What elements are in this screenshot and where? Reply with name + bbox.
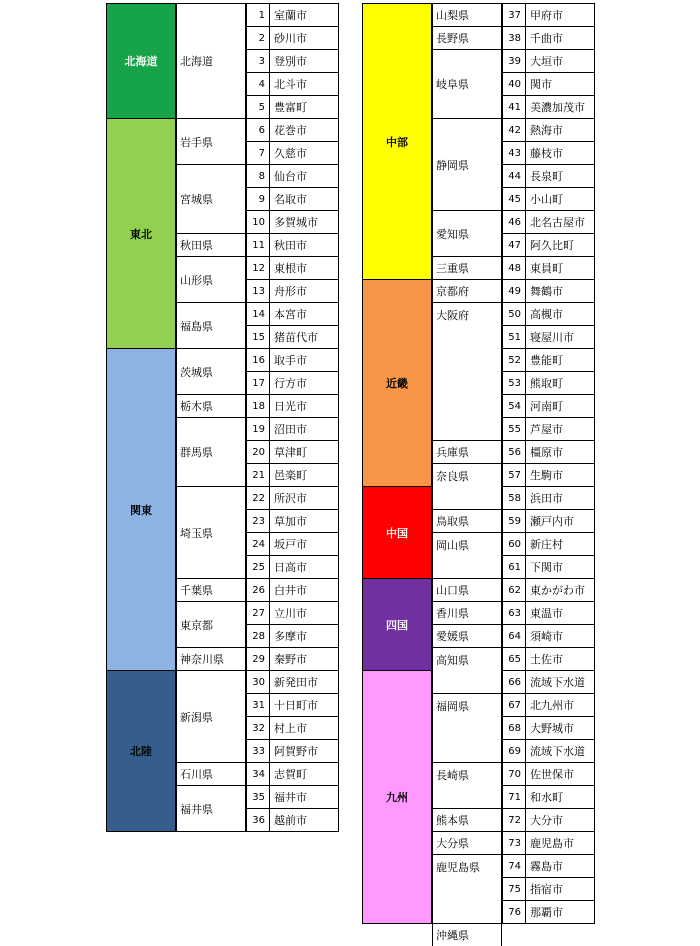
city-name: 東根市 xyxy=(269,256,339,279)
entry-number: 37 xyxy=(502,3,525,26)
entry-number: 4 xyxy=(246,72,269,95)
entry-number: 74 xyxy=(502,854,525,877)
entry-number: 35 xyxy=(246,785,269,808)
city-name: 日高市 xyxy=(269,555,339,578)
prefecture-cell: 長野県 xyxy=(432,26,502,49)
city-name: 大分市 xyxy=(525,808,595,831)
entry-number: 16 xyxy=(246,348,269,371)
entry-number: 42 xyxy=(502,118,525,141)
entry-number: 34 xyxy=(246,762,269,785)
region-cell: 東北 xyxy=(106,118,176,349)
entry-number: 12 xyxy=(246,256,269,279)
city-name: 行方市 xyxy=(269,371,339,394)
city-name: 多摩市 xyxy=(269,624,339,647)
city-name: 美濃加茂市 xyxy=(525,95,595,118)
city-name: 阿久比町 xyxy=(525,233,595,256)
table-bottom-border xyxy=(432,923,595,924)
right-municipality-table xyxy=(362,3,595,942)
prefecture-cell: 大阪府 xyxy=(432,302,502,440)
prefecture-cell: 奈良県 xyxy=(432,463,502,509)
region-cell: 北陸 xyxy=(106,670,176,832)
entry-number: 47 xyxy=(502,233,525,256)
city-name: 大垣市 xyxy=(525,49,595,72)
city-name: 邑楽町 xyxy=(269,463,339,486)
prefecture-cell: 山口県 xyxy=(432,578,502,601)
city-name: 河南町 xyxy=(525,394,595,417)
entry-number: 73 xyxy=(502,831,525,854)
entry-number: 50 xyxy=(502,302,525,325)
city-name: 東温市 xyxy=(525,601,595,624)
city-name: 十日町市 xyxy=(269,693,339,716)
entry-number: 63 xyxy=(502,601,525,624)
entry-number: 24 xyxy=(246,532,269,555)
city-name: 佐世保市 xyxy=(525,762,595,785)
entry-number: 8 xyxy=(246,164,269,187)
city-name: 舞鶴市 xyxy=(525,279,595,302)
city-name: 日光市 xyxy=(269,394,339,417)
city-name: 猪苗代市 xyxy=(269,325,339,348)
city-name: 北九州市 xyxy=(525,693,595,716)
city-name: 仙台市 xyxy=(269,164,339,187)
city-name: 熱海市 xyxy=(525,118,595,141)
entry-number: 1 xyxy=(246,3,269,26)
region-cell: 中部 xyxy=(362,3,432,280)
entry-number: 14 xyxy=(246,302,269,325)
city-name: 草加市 xyxy=(269,509,339,532)
city-name: 名取市 xyxy=(269,187,339,210)
entry-number: 51 xyxy=(502,325,525,348)
city-name: 流域下水道 xyxy=(525,670,595,693)
entry-number: 20 xyxy=(246,440,269,463)
prefecture-cell: 福岡県 xyxy=(432,693,502,762)
entry-number: 70 xyxy=(502,762,525,785)
entry-number: 71 xyxy=(502,785,525,808)
city-name: 瀬戸内市 xyxy=(525,509,595,532)
prefecture-cell: 高知県 xyxy=(432,647,502,693)
entry-number: 49 xyxy=(502,279,525,302)
prefecture-cell: 大分県 xyxy=(432,831,502,854)
city-name: 村上市 xyxy=(269,716,339,739)
entry-number: 64 xyxy=(502,624,525,647)
entry-number: 62 xyxy=(502,578,525,601)
entry-number: 22 xyxy=(246,486,269,509)
city-name: 須崎市 xyxy=(525,624,595,647)
prefecture-cell: 群馬県 xyxy=(176,417,246,486)
table-bottom-border xyxy=(176,831,339,832)
entry-number: 11 xyxy=(246,233,269,256)
city-name: 多賀城市 xyxy=(269,210,339,233)
city-name: 東員町 xyxy=(525,256,595,279)
city-name: 流域下水道 xyxy=(525,739,595,762)
city-name: 北斗市 xyxy=(269,72,339,95)
prefecture-cell: 秋田県 xyxy=(176,233,246,256)
prefecture-cell: 山梨県 xyxy=(432,3,502,26)
entry-number: 57 xyxy=(502,463,525,486)
region-cell: 四国 xyxy=(362,578,432,671)
prefecture-cell: 香川県 xyxy=(432,601,502,624)
city-name: 福井市 xyxy=(269,785,339,808)
region-cell: 北海道 xyxy=(106,3,176,119)
prefecture-cell: 静岡県 xyxy=(432,118,502,210)
city-name: 甲府市 xyxy=(525,3,595,26)
entry-number: 32 xyxy=(246,716,269,739)
city-name: 土佐市 xyxy=(525,647,595,670)
entry-number: 3 xyxy=(246,49,269,72)
entry-number: 61 xyxy=(502,555,525,578)
entry-number: 54 xyxy=(502,394,525,417)
entry-number: 53 xyxy=(502,371,525,394)
entry-number: 13 xyxy=(246,279,269,302)
prefecture-cell: 宮城県 xyxy=(176,164,246,233)
entry-number: 60 xyxy=(502,532,525,555)
city-name: 本宮市 xyxy=(269,302,339,325)
prefecture-cell: 北海道 xyxy=(176,3,246,118)
entry-number: 15 xyxy=(246,325,269,348)
prefecture-cell: 岐阜県 xyxy=(432,49,502,118)
prefecture-cell: 神奈川県 xyxy=(176,647,246,670)
prefecture-cell: 沖縄県 xyxy=(432,923,502,946)
entry-number: 65 xyxy=(502,647,525,670)
entry-number: 52 xyxy=(502,348,525,371)
entry-number: 25 xyxy=(246,555,269,578)
city-name: 白井市 xyxy=(269,578,339,601)
entry-number: 6 xyxy=(246,118,269,141)
city-name: 高槻市 xyxy=(525,302,595,325)
city-name: 阿賀野市 xyxy=(269,739,339,762)
entry-number: 58 xyxy=(502,486,525,509)
city-name: 志賀町 xyxy=(269,762,339,785)
city-name: 秦野市 xyxy=(269,647,339,670)
city-name: 小山町 xyxy=(525,187,595,210)
prefecture-cell: 埼玉県 xyxy=(176,486,246,578)
entry-number: 21 xyxy=(246,463,269,486)
entry-number: 72 xyxy=(502,808,525,831)
city-name: 所沢市 xyxy=(269,486,339,509)
prefecture-cell: 京都府 xyxy=(432,279,502,302)
city-name: 舟形市 xyxy=(269,279,339,302)
city-name: 新庄村 xyxy=(525,532,595,555)
prefecture-cell: 茨城県 xyxy=(176,348,246,394)
region-cell: 中国 xyxy=(362,486,432,579)
prefecture-cell: 新潟県 xyxy=(176,670,246,762)
entry-number: 5 xyxy=(246,95,269,118)
prefecture-cell: 鳥取県 xyxy=(432,509,502,532)
entry-number: 30 xyxy=(246,670,269,693)
prefecture-cell: 兵庫県 xyxy=(432,440,502,463)
prefecture-cell: 東京都 xyxy=(176,601,246,647)
entry-number: 28 xyxy=(246,624,269,647)
city-name: 久慈市 xyxy=(269,141,339,164)
city-name: 藤枝市 xyxy=(525,141,595,164)
entry-number: 19 xyxy=(246,417,269,440)
entry-number: 69 xyxy=(502,739,525,762)
entry-number: 48 xyxy=(502,256,525,279)
entry-number: 29 xyxy=(246,647,269,670)
entry-number: 41 xyxy=(502,95,525,118)
city-name: 北名古屋市 xyxy=(525,210,595,233)
prefecture-cell: 鹿児島県 xyxy=(432,854,502,923)
prefecture-cell: 千葉県 xyxy=(176,578,246,601)
region-cell: 近畿 xyxy=(362,279,432,487)
entry-number: 9 xyxy=(246,187,269,210)
city-name: 沼田市 xyxy=(269,417,339,440)
city-name: 寝屋川市 xyxy=(525,325,595,348)
prefecture-cell: 岩手県 xyxy=(176,118,246,164)
entry-number: 26 xyxy=(246,578,269,601)
prefecture-cell: 熊本県 xyxy=(432,808,502,831)
left-municipality-table xyxy=(106,3,339,832)
prefecture-cell: 愛知県 xyxy=(432,210,502,256)
entry-number: 38 xyxy=(502,26,525,49)
entry-number: 68 xyxy=(502,716,525,739)
city-name: 那覇市 xyxy=(525,900,595,923)
entry-number: 43 xyxy=(502,141,525,164)
entry-number: 17 xyxy=(246,371,269,394)
city-name: 浜田市 xyxy=(525,486,595,509)
city-name: 秋田市 xyxy=(269,233,339,256)
city-name: 大野城市 xyxy=(525,716,595,739)
prefecture-cell: 愛媛県 xyxy=(432,624,502,647)
entry-number: 76 xyxy=(502,900,525,923)
prefecture-cell: 三重県 xyxy=(432,256,502,279)
region-cell: 九州 xyxy=(362,670,432,924)
entry-number: 44 xyxy=(502,164,525,187)
city-name: 長泉町 xyxy=(525,164,595,187)
city-name: 東かがわ市 xyxy=(525,578,595,601)
city-name: 関市 xyxy=(525,72,595,95)
prefecture-cell: 福島県 xyxy=(176,302,246,348)
prefecture-cell: 山形県 xyxy=(176,256,246,302)
city-name: 取手市 xyxy=(269,348,339,371)
entry-number: 67 xyxy=(502,693,525,716)
entry-number: 40 xyxy=(502,72,525,95)
entry-number: 45 xyxy=(502,187,525,210)
city-name: 和水町 xyxy=(525,785,595,808)
city-name: 室蘭市 xyxy=(269,3,339,26)
entry-number: 27 xyxy=(246,601,269,624)
prefecture-cell: 長崎県 xyxy=(432,762,502,808)
city-name: 花巻市 xyxy=(269,118,339,141)
entry-number: 18 xyxy=(246,394,269,417)
entry-number: 75 xyxy=(502,877,525,900)
city-name: 豊富町 xyxy=(269,95,339,118)
city-name: 鹿児島市 xyxy=(525,831,595,854)
city-name: 新発田市 xyxy=(269,670,339,693)
entry-number: 2 xyxy=(246,26,269,49)
city-name: 橿原市 xyxy=(525,440,595,463)
city-name: 砂川市 xyxy=(269,26,339,49)
prefecture-cell: 福井県 xyxy=(176,785,246,831)
entry-number: 23 xyxy=(246,509,269,532)
entry-number: 39 xyxy=(502,49,525,72)
entry-number: 66 xyxy=(502,670,525,693)
city-name: 豊能町 xyxy=(525,348,595,371)
entry-number: 7 xyxy=(246,141,269,164)
prefecture-cell: 岡山県 xyxy=(432,532,502,578)
entry-number: 31 xyxy=(246,693,269,716)
city-name: 指宿市 xyxy=(525,877,595,900)
prefecture-cell: 栃木県 xyxy=(176,394,246,417)
city-name: 霧島市 xyxy=(525,854,595,877)
city-name: 熊取町 xyxy=(525,371,595,394)
prefecture-cell: 石川県 xyxy=(176,762,246,785)
entry-number: 46 xyxy=(502,210,525,233)
city-name: 坂戸市 xyxy=(269,532,339,555)
city-name: 登別市 xyxy=(269,49,339,72)
entry-number: 36 xyxy=(246,808,269,831)
entry-number: 33 xyxy=(246,739,269,762)
entry-number: 59 xyxy=(502,509,525,532)
entry-number: 56 xyxy=(502,440,525,463)
region-cell: 関東 xyxy=(106,348,176,671)
city-name: 生駒市 xyxy=(525,463,595,486)
city-name: 芦屋市 xyxy=(525,417,595,440)
entry-number: 10 xyxy=(246,210,269,233)
city-name: 越前市 xyxy=(269,808,339,831)
city-name: 千曲市 xyxy=(525,26,595,49)
entry-number: 55 xyxy=(502,417,525,440)
city-name: 草津町 xyxy=(269,440,339,463)
city-name: 立川市 xyxy=(269,601,339,624)
city-name: 下関市 xyxy=(525,555,595,578)
